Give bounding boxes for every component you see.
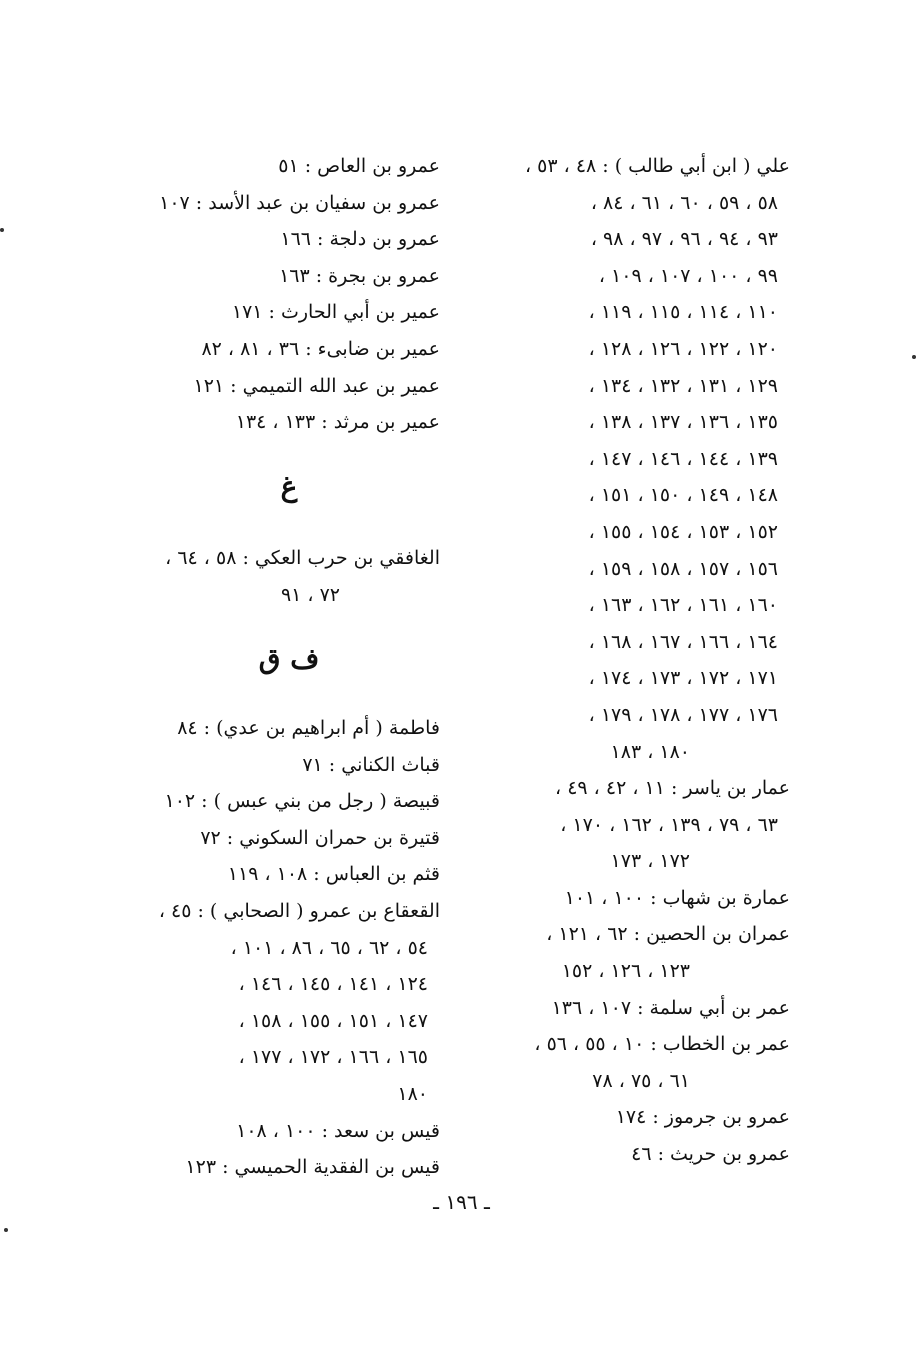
index-entry: ١٧٦ ، ١٧٧ ، ١٧٨ ، ١٧٩ ، (588, 703, 778, 726)
scan-speck (4, 1228, 8, 1232)
index-entry: ٦٣ ، ٧٩ ، ١٣٩ ، ١٦٢ ، ١٧٠ ، (560, 813, 778, 836)
index-entry: ٩٩ ، ١٠٠ ، ١٠٧ ، ١٠٩ ، (598, 264, 778, 287)
index-column-left-ghain (138, 540, 440, 613)
index-entry: ١٦٤ ، ١٦٦ ، ١٦٧ ، ١٦٨ ، (588, 630, 778, 653)
index-entry: ١٣٥ ، ١٣٦ ، ١٣٧ ، ١٣٨ ، (588, 411, 778, 434)
index-entry: ١٨٠ (397, 1082, 428, 1105)
index-entry: عمرو بن بجرة : ١٦٣ (279, 264, 440, 287)
index-entry: عمران بن الحصين : ٦٢ ، ١٢١ ، (546, 923, 790, 946)
section-heading-ghain: غ (280, 470, 298, 503)
index-entry: ١٢٠ ، ١٢٢ ، ١٢٦ ، ١٢٨ ، (588, 337, 778, 360)
page-number: ـ ١٩٦ ـ (433, 1190, 490, 1214)
index-entry: ١٧١ ، ١٧٢ ، ١٧٣ ، ١٧٤ ، (588, 667, 778, 690)
index-entry: عمرو بن حريث : ٤٦ (631, 1143, 790, 1166)
index-entry: ٩٣ ، ٩٤ ، ٩٦ ، ٩٧ ، ٩٨ ، (590, 228, 778, 251)
index-entry: ١٣٩ ، ١٤٤ ، ١٤٦ ، ١٤٧ ، (588, 447, 778, 470)
index-entry: ١٥٢ ، ١٥٣ ، ١٥٤ ، ١٥٥ ، (588, 520, 778, 543)
index-entry: عمير بن ضابىء : ٣٦ ، ٨١ ، ٨٢ (201, 337, 440, 360)
index-entry: عمير بن أبي الحارث : ١٧١ (231, 301, 440, 324)
index-entry: عمير بن مرثد : ١٣٣ ، ١٣٤ (235, 411, 440, 434)
index-column-right (480, 148, 790, 1173)
index-entry: قيس بن الفقدية الحميسي : ١٢٣ (185, 1156, 440, 1179)
index-entry: الغافقي بن حرب العكي : ٥٨ ، ٦٤ ، (165, 547, 440, 569)
index-entry: قيس بن سعد : ١٠٠ ، ١٠٨ (236, 1119, 440, 1142)
index-entry: ٥٨ ، ٥٩ ، ٦٠ ، ٦١ ، ٨٤ ، (590, 191, 778, 214)
index-entry: قباث الكناني : ٧١ (302, 753, 440, 776)
index-entry: ١١٠ ، ١١٤ ، ١١٥ ، ١١٩ ، (588, 301, 778, 324)
scan-speck (0, 228, 4, 232)
index-entry: عمير بن عبد الله التميمي : ١٢١ (193, 374, 440, 397)
index-entry: عمرو بن دلجة : ١٦٦ (280, 228, 440, 251)
index-entry: ١٤٨ ، ١٤٩ ، ١٥٠ ، ١٥١ ، (588, 484, 778, 507)
index-entry: عمارة بن شهاب : ١٠٠ ، ١٠١ (564, 886, 790, 909)
index-entry: ١٥٦ ، ١٥٧ ، ١٥٨ ، ١٥٩ ، (588, 557, 778, 580)
index-entry: عمار بن ياسر : ١١ ، ٤٢ ، ٤٩ ، (555, 777, 790, 800)
index-entry: عمرو بن العاص : ٥١ (278, 155, 440, 177)
index-entry: ٦١ ، ٧٥ ، ٧٨ (592, 1069, 690, 1092)
index-entry: ٧٢ ، ٩١ (280, 583, 340, 606)
index-entry: ١٧٢ ، ١٧٣ (610, 850, 690, 873)
index-entry: قبيصة ( رجل من بني عبس ) : ١٠٢ (164, 790, 440, 813)
index-column-left-faqaf (138, 710, 440, 1186)
section-heading-fa-qaf: ف ق (258, 642, 320, 675)
index-entry: علي ( ابن أبي طالب ) : ٤٨ ، ٥٣ ، (525, 155, 790, 177)
index-entry: فاطمة ( أم ابراهيم بن عدي) : ٨٤ (177, 717, 440, 739)
index-entry: قثم بن العباس : ١٠٨ ، ١١٩ (227, 863, 440, 886)
index-entry: القعقاع بن عمرو ( الصحابي ) : ٤٥ ، (158, 899, 440, 922)
index-entry: عمر بن الخطاب : ١٠ ، ٥٥ ، ٥٦ ، (534, 1033, 790, 1056)
index-entry: ١٤٧ ، ١٥١ ، ١٥٥ ، ١٥٨ ، (238, 1009, 428, 1032)
index-entry: ١٨٠ ، ١٨٣ (610, 740, 690, 763)
scan-speck (912, 355, 916, 359)
index-entry: ١٢٤ ، ١٤١ ، ١٤٥ ، ١٤٦ ، (238, 973, 428, 996)
index-entry: ١٢٩ ، ١٣١ ، ١٣٢ ، ١٣٤ ، (588, 374, 778, 397)
index-entry: عمرو بن جرموز : ١٧٤ (615, 1106, 790, 1129)
index-entry: ١٢٣ ، ١٢٦ ، ١٥٢ (561, 960, 690, 983)
index-entry: ١٦٠ ، ١٦١ ، ١٦٢ ، ١٦٣ ، (588, 594, 778, 617)
index-entry: ٥٤ ، ٦٢ ، ٦٥ ، ٨٦ ، ١٠١ ، (230, 936, 428, 959)
index-entry: ١٦٥ ، ١٦٦ ، ١٧٢ ، ١٧٧ ، (238, 1046, 428, 1069)
index-entry: قتيرة بن حمران السكوني : ٧٢ (200, 826, 440, 849)
index-column-left-top (138, 148, 440, 441)
index-entry: عمرو بن سفيان بن عبد الأسد : ١٠٧ (159, 191, 440, 214)
index-entry: عمر بن أبي سلمة : ١٠٧ ، ١٣٦ (551, 996, 790, 1019)
